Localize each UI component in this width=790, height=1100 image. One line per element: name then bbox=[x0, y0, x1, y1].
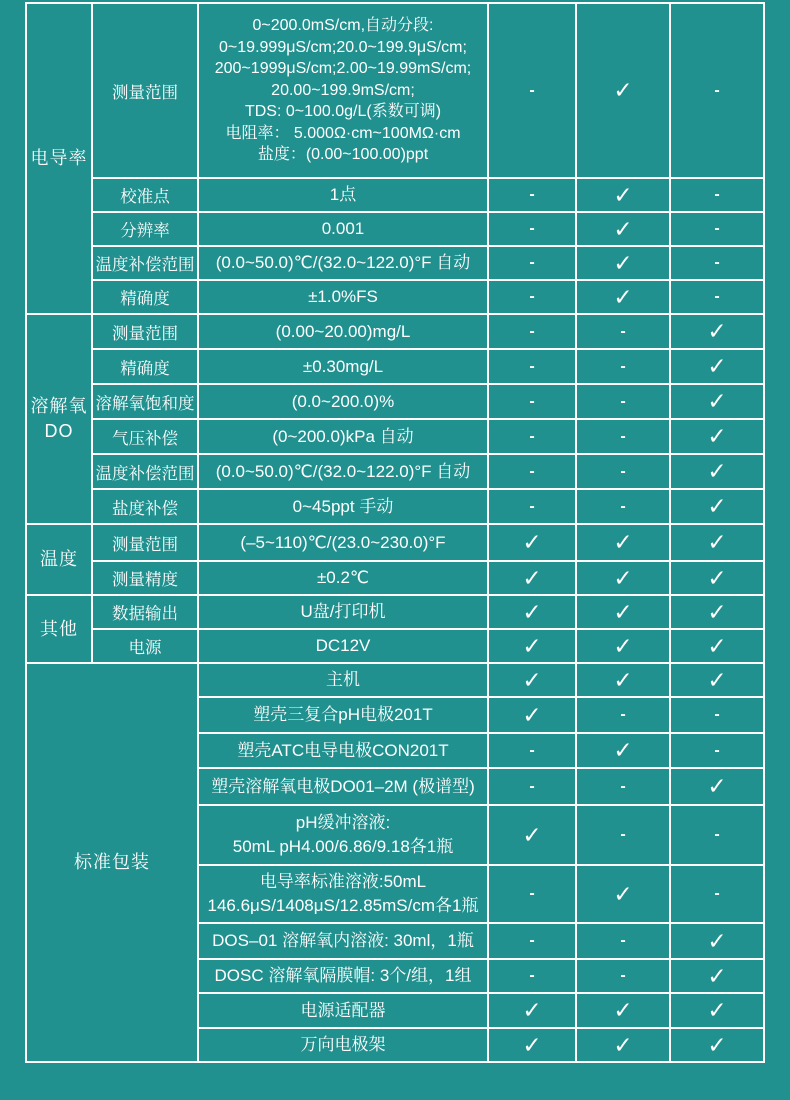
value-line: 0~19.999μS/cm;20.0~199.9μS/cm; bbox=[219, 38, 467, 56]
check-mark-icon: ✓ bbox=[488, 697, 576, 733]
dash-mark-icon: - bbox=[670, 246, 764, 280]
check-mark-icon: ✓ bbox=[576, 280, 670, 314]
check-mark-icon: ✓ bbox=[576, 733, 670, 768]
dash-mark-icon: - bbox=[576, 384, 670, 419]
table-row bbox=[26, 561, 764, 595]
dash-mark-icon: - bbox=[488, 454, 576, 489]
dash-mark-icon: - bbox=[576, 768, 670, 805]
dash-mark-icon: - bbox=[488, 923, 576, 959]
value-cell bbox=[198, 384, 488, 419]
dash-mark-icon: - bbox=[576, 454, 670, 489]
spec-table bbox=[25, 2, 765, 1063]
dash-mark-icon: - bbox=[488, 959, 576, 993]
table-row bbox=[26, 349, 764, 384]
value-cell bbox=[198, 280, 488, 314]
check-mark-icon: ✓ bbox=[576, 663, 670, 697]
category-label: 标准包装 bbox=[74, 852, 150, 872]
table-row bbox=[26, 419, 764, 454]
category-label: 其他 bbox=[40, 618, 78, 639]
value-line: 塑壳三复合pH电极201T bbox=[253, 705, 433, 724]
value-cell bbox=[198, 454, 488, 489]
check-mark-icon: ✓ bbox=[576, 1028, 670, 1062]
param-cell: 精确度 bbox=[92, 349, 198, 384]
dash-mark-icon: - bbox=[576, 489, 670, 524]
check-mark-icon: ✓ bbox=[576, 629, 670, 663]
check-mark-icon: ✓ bbox=[670, 314, 764, 349]
value-cell bbox=[198, 993, 488, 1028]
dash-mark-icon: - bbox=[670, 733, 764, 768]
value-cell bbox=[198, 314, 488, 349]
value-line: 146.6μS/1408μS/12.85mS/cm各1瓶 bbox=[207, 896, 479, 915]
table-row bbox=[26, 454, 764, 489]
value-line: 50mL pH4.00/6.86/9.18各1瓶 bbox=[232, 837, 454, 856]
value-line: (0.00~20.00)mg/L bbox=[275, 321, 411, 341]
value-cell bbox=[198, 595, 488, 629]
dash-mark-icon: - bbox=[488, 865, 576, 923]
table-row bbox=[26, 212, 764, 246]
value-line: (0.0~50.0)℃/(32.0~122.0)°F 自动 bbox=[215, 461, 471, 481]
value-line: 塑壳ATC电导电极CON201T bbox=[237, 740, 449, 760]
check-mark-icon: ✓ bbox=[670, 595, 764, 629]
dash-mark-icon: - bbox=[488, 246, 576, 280]
param-cell: 测量范围 bbox=[92, 3, 198, 178]
category-cell bbox=[26, 524, 92, 595]
table-row bbox=[26, 3, 764, 178]
value-line: DC12V bbox=[315, 636, 371, 655]
check-mark-icon: ✓ bbox=[576, 178, 670, 212]
value-cell bbox=[198, 419, 488, 454]
value-line: (0.0~50.0)℃/(32.0~122.0)°F 自动 bbox=[215, 253, 471, 272]
category-label: 溶解氧 bbox=[30, 396, 88, 416]
dash-mark-icon: - bbox=[488, 314, 576, 349]
value-line: 主机 bbox=[326, 670, 360, 689]
check-mark-icon: ✓ bbox=[488, 805, 576, 865]
param-cell: 测量范围 bbox=[92, 524, 198, 561]
value-line: 0.001 bbox=[321, 219, 365, 238]
check-mark-icon: ✓ bbox=[670, 959, 764, 993]
dash-mark-icon: - bbox=[488, 212, 576, 246]
check-mark-icon: ✓ bbox=[488, 1028, 576, 1062]
check-mark-icon: ✓ bbox=[670, 768, 764, 805]
check-mark-icon: ✓ bbox=[670, 349, 764, 384]
param-cell: 温度补偿范围 bbox=[92, 454, 198, 489]
dash-mark-icon: - bbox=[576, 959, 670, 993]
dash-mark-icon: - bbox=[488, 280, 576, 314]
check-mark-icon: ✓ bbox=[576, 3, 670, 178]
category-label: 温度 bbox=[40, 549, 78, 569]
value-line: (0~200.0)kPa 自动 bbox=[272, 426, 414, 446]
param-cell: 分辨率 bbox=[92, 212, 198, 246]
value-cell bbox=[198, 768, 488, 805]
table-row bbox=[26, 595, 764, 629]
check-mark-icon: ✓ bbox=[670, 1028, 764, 1062]
check-mark-icon: ✓ bbox=[670, 993, 764, 1028]
check-mark-icon: ✓ bbox=[576, 246, 670, 280]
dash-mark-icon: - bbox=[576, 349, 670, 384]
check-mark-icon: ✓ bbox=[488, 561, 576, 595]
value-line: 电导率标准溶液:50mL bbox=[259, 872, 427, 891]
category-cell bbox=[26, 595, 92, 663]
check-mark-icon: ✓ bbox=[488, 663, 576, 697]
category-cell bbox=[26, 663, 198, 1062]
value-cell bbox=[198, 246, 488, 280]
table-row bbox=[26, 246, 764, 280]
value-line: 电阻率： 5.000Ω·cm~100MΩ·cm bbox=[225, 124, 461, 142]
table-row bbox=[26, 314, 764, 349]
dash-mark-icon: - bbox=[670, 3, 764, 178]
dash-mark-icon: - bbox=[488, 178, 576, 212]
check-mark-icon: ✓ bbox=[488, 629, 576, 663]
param-cell: 溶解氧饱和度 bbox=[92, 384, 198, 419]
value-line: 塑壳溶解氧电极DO01–2M (极谱型) bbox=[211, 776, 475, 796]
param-cell: 气压补偿 bbox=[92, 419, 198, 454]
value-line: (–5~110)℃/(23.0~230.0)°F bbox=[240, 532, 446, 552]
check-mark-icon: ✓ bbox=[670, 561, 764, 595]
value-cell bbox=[198, 959, 488, 993]
category-label: 电导率 bbox=[30, 148, 88, 168]
dash-mark-icon: - bbox=[488, 3, 576, 178]
value-cell bbox=[198, 663, 488, 697]
param-cell: 测量精度 bbox=[92, 561, 198, 595]
category-label: DO bbox=[44, 421, 74, 441]
value-line: ±1.0%FS bbox=[308, 287, 378, 306]
param-cell: 数据输出 bbox=[92, 595, 198, 629]
value-cell bbox=[198, 3, 488, 178]
value-line: 0~45ppt 手动 bbox=[292, 496, 394, 516]
check-mark-icon: ✓ bbox=[576, 865, 670, 923]
value-line: DOS–01 溶解氧内溶液: 30ml，1瓶 bbox=[212, 931, 474, 950]
check-mark-icon: ✓ bbox=[670, 524, 764, 561]
check-mark-icon: ✓ bbox=[576, 595, 670, 629]
value-cell bbox=[198, 524, 488, 561]
dash-mark-icon: - bbox=[576, 923, 670, 959]
check-mark-icon: ✓ bbox=[670, 454, 764, 489]
dash-mark-icon: - bbox=[670, 805, 764, 865]
param-cell: 温度补偿范围 bbox=[92, 246, 198, 280]
value-cell bbox=[198, 865, 488, 923]
value-line: pH缓冲溶液: bbox=[295, 813, 391, 832]
dash-mark-icon: - bbox=[576, 805, 670, 865]
dash-mark-icon: - bbox=[670, 865, 764, 923]
check-mark-icon: ✓ bbox=[576, 212, 670, 246]
value-line: (0.0~200.0)% bbox=[291, 391, 395, 411]
value-cell bbox=[198, 489, 488, 524]
param-cell: 电源 bbox=[92, 629, 198, 663]
value-line: U盘/打印机 bbox=[300, 602, 386, 621]
check-mark-icon: ✓ bbox=[670, 419, 764, 454]
table-row bbox=[26, 524, 764, 561]
check-mark-icon: ✓ bbox=[670, 489, 764, 524]
param-cell: 精确度 bbox=[92, 280, 198, 314]
value-line: 0~200.0mS/cm,自动分段: bbox=[252, 17, 434, 35]
dash-mark-icon: - bbox=[488, 384, 576, 419]
check-mark-icon: ✓ bbox=[488, 524, 576, 561]
value-line: DOSC 溶解氧隔膜帽: 3个/组，1组 bbox=[214, 966, 472, 985]
dash-mark-icon: - bbox=[670, 697, 764, 733]
check-mark-icon: ✓ bbox=[670, 663, 764, 697]
dash-mark-icon: - bbox=[488, 419, 576, 454]
value-cell bbox=[198, 212, 488, 246]
table-row bbox=[26, 663, 764, 697]
value-cell bbox=[198, 805, 488, 865]
check-mark-icon: ✓ bbox=[670, 384, 764, 419]
param-cell: 盐度补偿 bbox=[92, 489, 198, 524]
check-mark-icon: ✓ bbox=[576, 993, 670, 1028]
dash-mark-icon: - bbox=[670, 212, 764, 246]
value-cell bbox=[198, 349, 488, 384]
value-cell bbox=[198, 629, 488, 663]
table-row bbox=[26, 489, 764, 524]
dash-mark-icon: - bbox=[488, 733, 576, 768]
value-line: 万向电极架 bbox=[300, 1035, 386, 1054]
check-mark-icon: ✓ bbox=[576, 561, 670, 595]
value-cell bbox=[198, 697, 488, 733]
table-row bbox=[26, 178, 764, 212]
dash-mark-icon: - bbox=[488, 489, 576, 524]
dash-mark-icon: - bbox=[576, 697, 670, 733]
dash-mark-icon: - bbox=[488, 349, 576, 384]
dash-mark-icon: - bbox=[670, 280, 764, 314]
dash-mark-icon: - bbox=[576, 314, 670, 349]
value-line: 20.00~199.9mS/cm; bbox=[271, 81, 415, 99]
value-line: 200~1999μS/cm;2.00~19.99mS/cm; bbox=[214, 60, 472, 78]
value-line: TDS: 0~100.0g/L(系数可调) bbox=[244, 103, 442, 121]
check-mark-icon: ✓ bbox=[670, 923, 764, 959]
check-mark-icon: ✓ bbox=[488, 993, 576, 1028]
check-mark-icon: ✓ bbox=[576, 524, 670, 561]
table-row bbox=[26, 384, 764, 419]
param-cell: 测量范围 bbox=[92, 314, 198, 349]
value-cell bbox=[198, 923, 488, 959]
table-row bbox=[26, 629, 764, 663]
value-cell bbox=[198, 1028, 488, 1062]
table-row bbox=[26, 280, 764, 314]
category-cell bbox=[26, 314, 92, 524]
spec-table-body bbox=[26, 3, 764, 1062]
value-line: ±0.2℃ bbox=[316, 568, 370, 587]
value-line: ±0.30mg/L bbox=[302, 356, 384, 376]
check-mark-icon: ✓ bbox=[670, 629, 764, 663]
param-cell: 校准点 bbox=[92, 178, 198, 212]
value-line: 盐度：(0.00~100.00)ppt bbox=[257, 146, 429, 164]
value-cell bbox=[198, 733, 488, 768]
value-line: 电源适配器 bbox=[300, 1000, 386, 1020]
value-line: 1点 bbox=[329, 185, 357, 204]
value-cell bbox=[198, 561, 488, 595]
dash-mark-icon: - bbox=[670, 178, 764, 212]
check-mark-icon: ✓ bbox=[488, 595, 576, 629]
value-cell bbox=[198, 178, 488, 212]
dash-mark-icon: - bbox=[488, 768, 576, 805]
dash-mark-icon: - bbox=[576, 419, 670, 454]
category-cell bbox=[26, 3, 92, 314]
